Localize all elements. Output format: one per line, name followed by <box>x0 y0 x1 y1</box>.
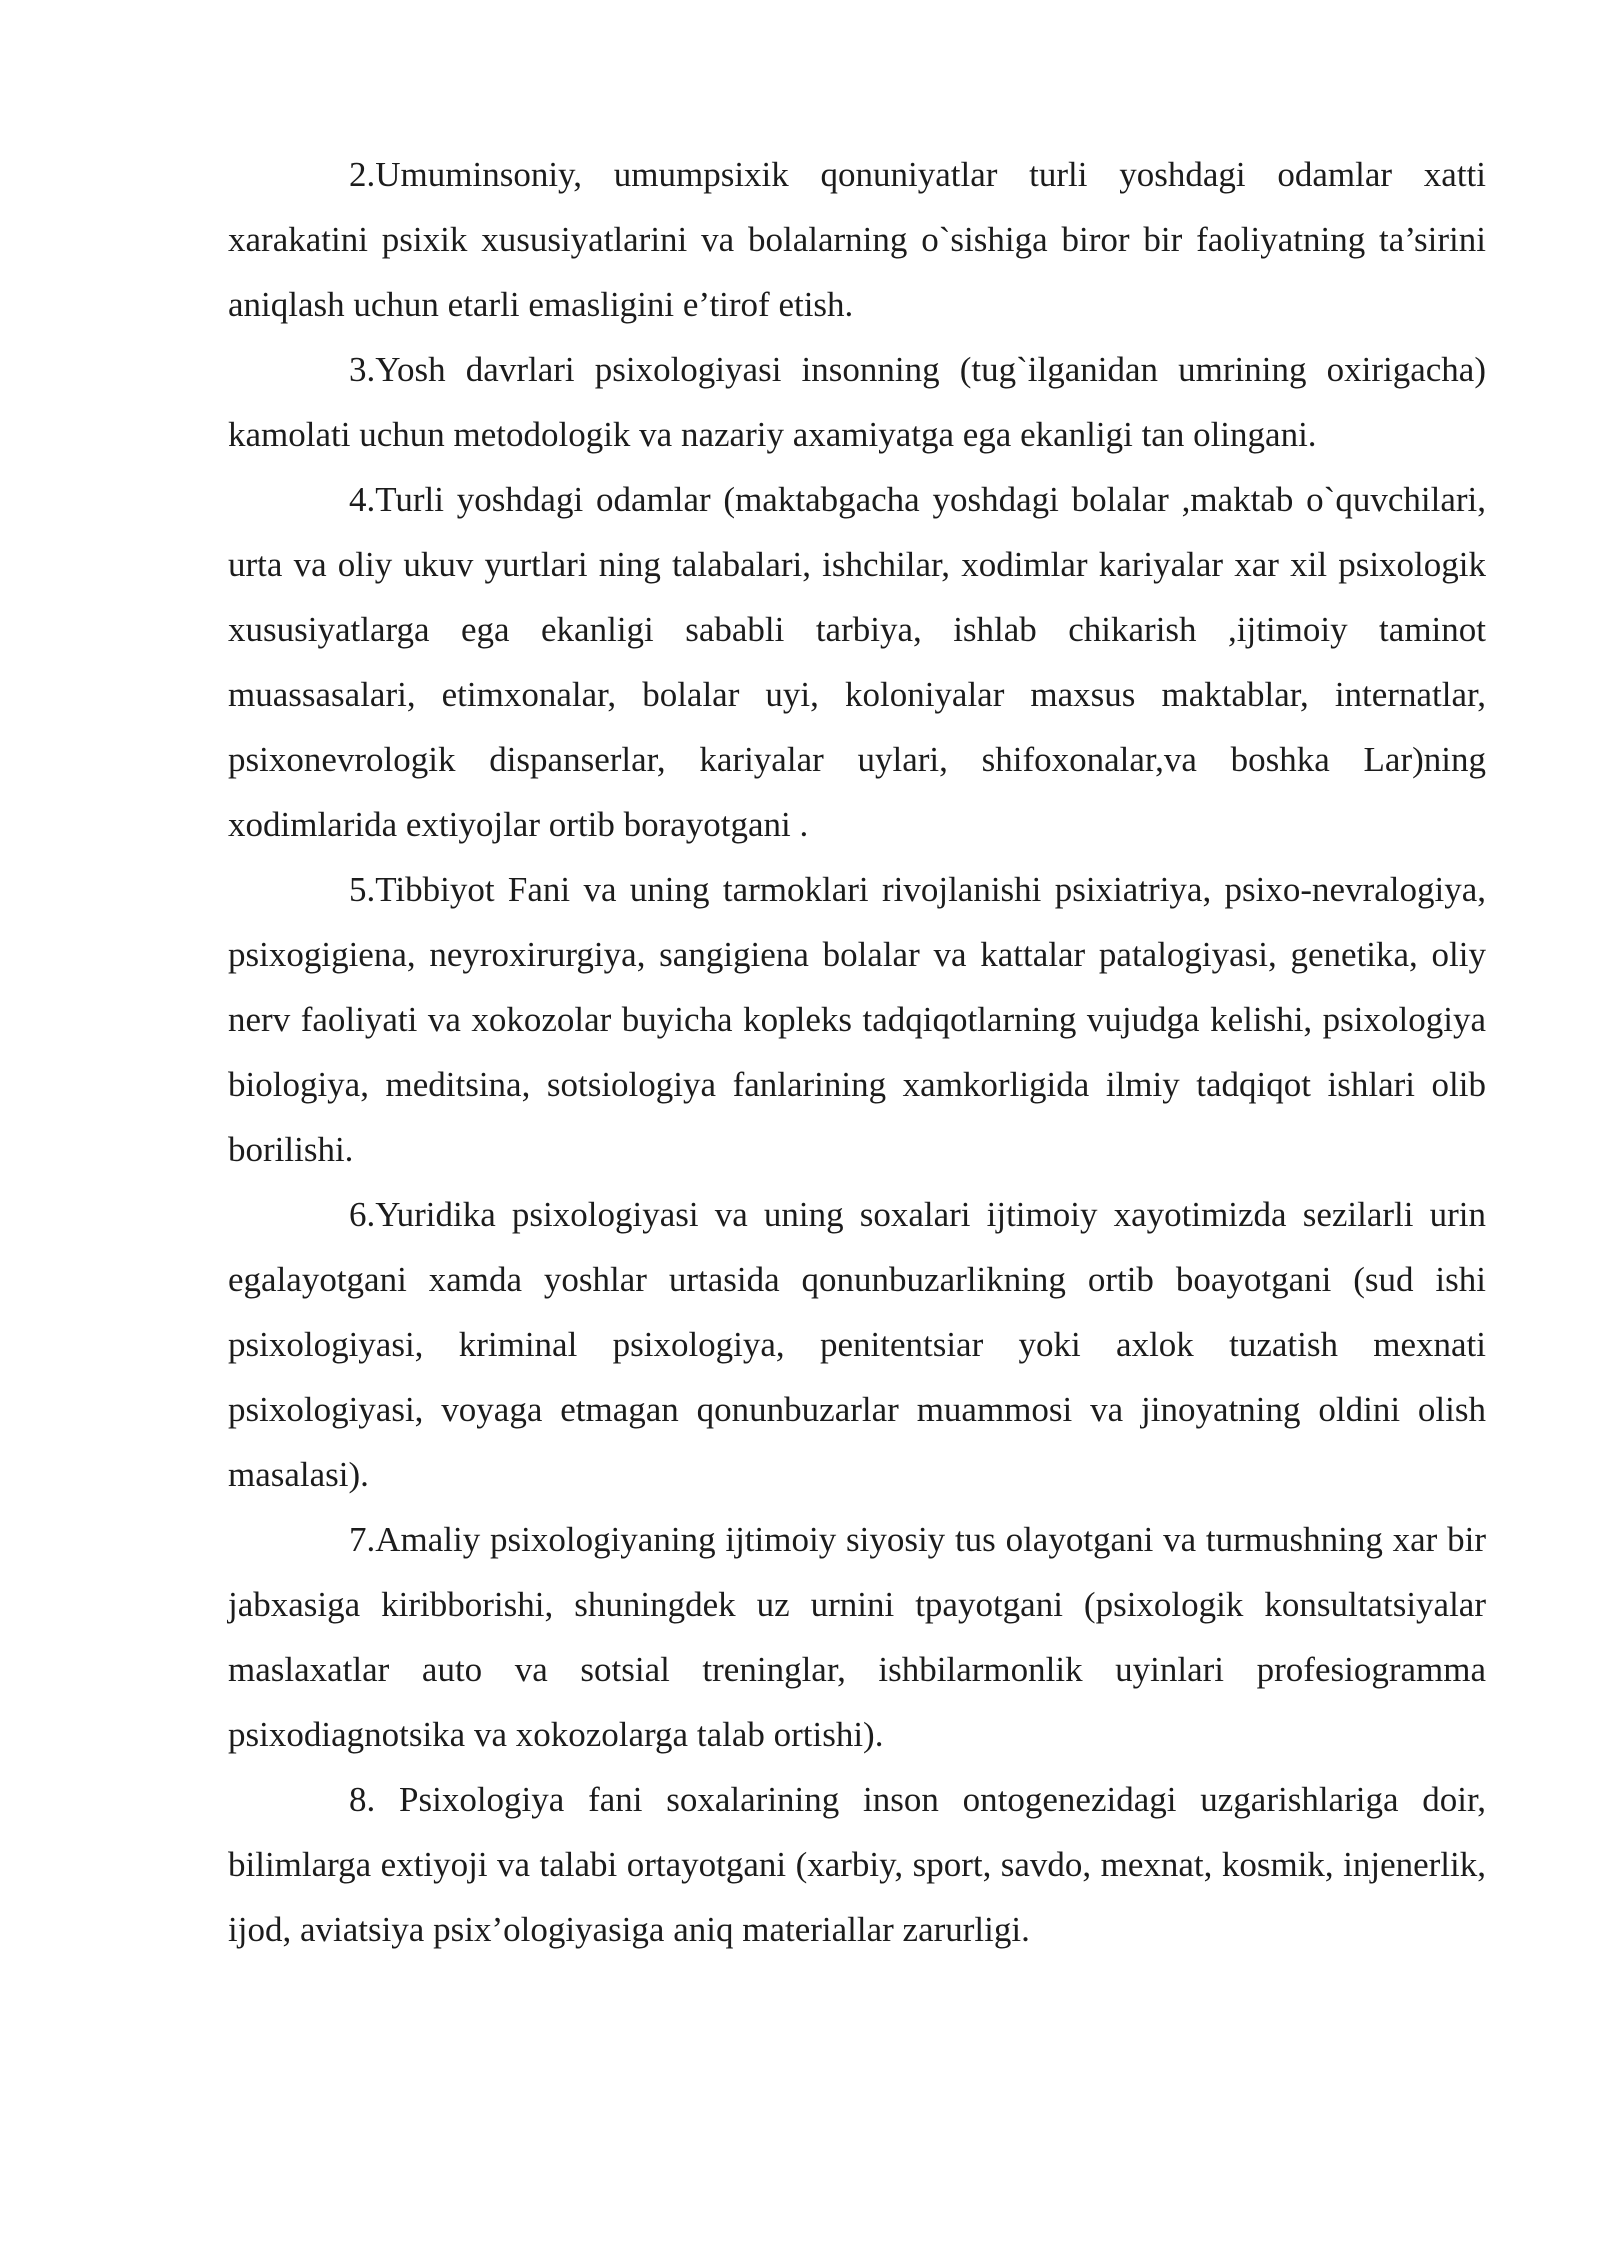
paragraph-2: 2.Umuminsoniy, umumpsixik qonuniyatlar turli yoshdagi odamlar xatti xarakatini psixik xususiyatlarini va bolalarning o`sishiga biror bir faoliyatning ta’sirini aniqlash uchun etarli emasligini e’tirof etish. <box>228 155 1486 324</box>
paragraph-8: 8. Psixologiya fani soxalarining inson ontogenezidagi uzgarishlariga doir, bilimlarga extiyoji va talabi ortayotgani (xarbiy, sport, savdo, mexnat, kosmik, injenerlik, ijod, aviatsiya psix’ologiyasiga aniq materiallar zarurligi. <box>228 1780 1486 1949</box>
paragraph-3: 3.Yosh davrlari psixologiyasi insonning (tug`ilganidan umrining oxirigacha) kamolati uchun metodologik va nazariy axamiyatga ega ekanligi tan olingani. <box>228 350 1486 454</box>
paragraph-5: 5.Tibbiyot Fani va uning tarmoklari rivojlanishi psixiatriya, psixo-nevralogiya, psixogigiena, neyroxirurgiya, sangigiena bolalar va kattalar patalogiyasi, genetika, oliy nerv faoliyati va xokozolar buyicha kopleks tadqiqotlarning vujudga kelishi, psixologiya biologiya, meditsina, sotsiologiya fanlarining xamkorligida ilmiy tadqiqot ishlari olib borilishi. <box>228 870 1486 1169</box>
paragraph-7: 7.Amaliy psixologiyaning ijtimoiy siyosiy tus olayotgani va turmushning xar bir jabxasiga kiribborishi, shuningdek uz urnini tpayotgani (psixologik konsultatsiyalar maslaxatlar auto va sotsial treninglar, ishbilarmonlik uyinlari profesiogramma psixodiagnotsika va xokozolarga talab ortishi). <box>228 1520 1486 1754</box>
paragraph-4: 4.Turli yoshdagi odamlar (maktabgacha yoshdagi bolalar ,maktab o`quvchilari, urta va oliy ukuv yurtlari ning talabalari, ishchilar, xodimlar kariyalar xar xil psixologik xususiyatlarga ega ekanligi sababli tarbiya, ishlab chikarish ,ijtimoiy taminot muassasalari, etimxonalar, bolalar uyi, koloniyalar maxsus maktablar, internatlar, psixonevrologik dispanserlar, kariyalar uylari, shifoxonalar,va boshka Lar)ning xodimlarida extiyojlar ortib borayotgani . <box>228 480 1486 844</box>
document-body <box>228 142 1486 1962</box>
paragraph-6: 6.Yuridika psixologiyasi va uning soxalari ijtimoiy xayotimizda sezilarli urin egalayotgani xamda yoshlar urtasida qonunbuzarlikning ortib boayotgani (sud ishi psixologiyasi, kriminal psixologiya, penitentsiar yoki axlok tuzatish mexnati psixologiyasi, voyaga etmagan qonunbuzarlar muammosi va jinoyatning oldini olish masalasi). <box>228 1195 1486 1494</box>
